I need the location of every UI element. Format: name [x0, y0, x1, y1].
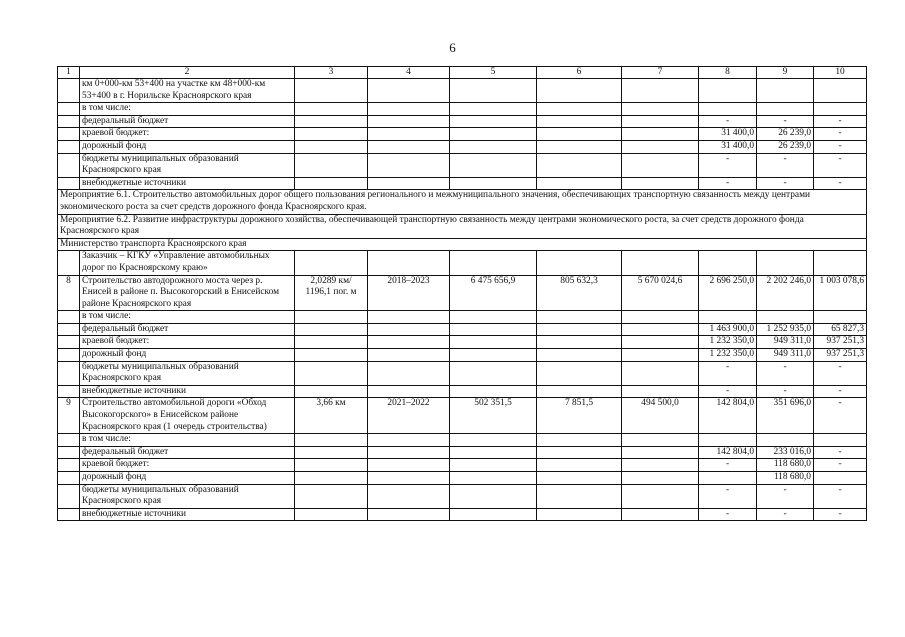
table-cell: -: [814, 361, 867, 385]
table-cell: [368, 177, 450, 190]
table-cell: [699, 79, 757, 103]
table-cell: -: [814, 115, 867, 128]
table-cell: [58, 459, 80, 472]
table-cell: [295, 508, 368, 521]
table-cell: краевой бюджет:: [80, 128, 295, 141]
table-cell: [537, 128, 622, 141]
table-row: [58, 115, 867, 128]
table-cell: 494 500,0: [622, 398, 699, 434]
table-cell: [295, 128, 368, 141]
table-row: [58, 153, 867, 177]
table-cell: -: [814, 177, 867, 190]
section-row: [58, 190, 867, 214]
table-cell: -: [757, 484, 814, 508]
table-cell: -: [699, 115, 757, 128]
table-cell: [450, 385, 537, 398]
table-cell: [622, 153, 699, 177]
table-cell: [368, 336, 450, 349]
table-cell: -: [699, 508, 757, 521]
table-cell: -: [814, 508, 867, 521]
table-cell: [295, 153, 368, 177]
table-cell: [58, 103, 80, 116]
table-cell: [757, 79, 814, 103]
table-cell: [295, 361, 368, 385]
table-cell: [295, 385, 368, 398]
table-cell: -: [757, 361, 814, 385]
table-cell: [622, 79, 699, 103]
table-cell: [622, 349, 699, 362]
table-cell: [537, 361, 622, 385]
header-cell: 7: [622, 67, 699, 79]
table-cell: 5 670 024,6: [622, 275, 699, 311]
table-row: [58, 103, 867, 116]
table-cell: бюджеты муниципальных образований Красноярского края: [80, 361, 295, 385]
header-cell: 6: [537, 67, 622, 79]
table-cell: [450, 103, 537, 116]
header-cell: 10: [814, 67, 867, 79]
table-cell: [450, 115, 537, 128]
table-cell: км 0+000-км 53+400 на участке км 48+000-км 53+400 в г. Норильске Красноярского края: [80, 79, 295, 103]
table-cell: -: [814, 153, 867, 177]
section-text: Министерство транспорта Красноярского края: [58, 238, 867, 251]
table-cell: [537, 459, 622, 472]
table-row: [58, 398, 867, 434]
table-cell: [537, 472, 622, 485]
table-row: [58, 508, 867, 521]
table-cell: [450, 361, 537, 385]
table-cell: [757, 251, 814, 275]
table-cell: [537, 484, 622, 508]
table-cell: [622, 484, 699, 508]
table-cell: 26 239,0: [757, 140, 814, 153]
table-cell: 2 696 250,0: [699, 275, 757, 311]
table-cell: [622, 472, 699, 485]
table-cell: 6 475 656,9: [450, 275, 537, 311]
table-cell: 351 696,0: [757, 398, 814, 434]
table-cell: дорожный фонд: [80, 472, 295, 485]
table-cell: 31 400,0: [699, 140, 757, 153]
table-cell: [537, 434, 622, 447]
table-cell: [622, 434, 699, 447]
table-cell: [757, 311, 814, 324]
table-cell: [368, 472, 450, 485]
table-cell: [368, 385, 450, 398]
table-cell: -: [699, 459, 757, 472]
table-row: [58, 177, 867, 190]
table-cell: -: [814, 140, 867, 153]
table-cell: [537, 103, 622, 116]
table-cell: [58, 385, 80, 398]
table-row: [58, 434, 867, 447]
table-cell: -: [814, 459, 867, 472]
table-cell: [537, 177, 622, 190]
table-cell: [58, 153, 80, 177]
header-cell: 5: [450, 67, 537, 79]
table-cell: 7 851,5: [537, 398, 622, 434]
table-cell: [368, 79, 450, 103]
table-cell: [622, 177, 699, 190]
header-row: [58, 67, 867, 79]
table-row: [58, 484, 867, 508]
table-cell: [537, 349, 622, 362]
table-cell: [58, 251, 80, 275]
table-cell: [450, 153, 537, 177]
table-cell: [622, 311, 699, 324]
table-cell: [622, 140, 699, 153]
table-cell: -: [757, 115, 814, 128]
table-cell: [58, 79, 80, 103]
table-cell: [58, 323, 80, 336]
table-cell: 65 827,3: [814, 323, 867, 336]
table-cell: [58, 361, 80, 385]
table-cell: в том числе:: [80, 103, 295, 116]
table-row: [58, 311, 867, 324]
table-cell: [295, 103, 368, 116]
table-cell: федеральный бюджет: [80, 323, 295, 336]
table-cell: [537, 508, 622, 521]
table-cell: внебюджетные источники: [80, 508, 295, 521]
table-cell: [368, 361, 450, 385]
table-cell: [757, 434, 814, 447]
table-cell: [537, 79, 622, 103]
table-cell: [295, 484, 368, 508]
table-cell: [295, 434, 368, 447]
table-cell: [450, 508, 537, 521]
table-cell: внебюджетные источники: [80, 385, 295, 398]
table-cell: [622, 385, 699, 398]
table-cell: федеральный бюджет: [80, 115, 295, 128]
table-cell: 31 400,0: [699, 128, 757, 141]
table-cell: [814, 79, 867, 103]
page-number: 6: [449, 40, 456, 55]
table-cell: Заказчик – КГКУ «Управление автомобильных дорог по Красноярскому краю»: [80, 251, 295, 275]
table-cell: 2,0289 км/ 1196,1 пог. м: [295, 275, 368, 311]
table-cell: -: [699, 361, 757, 385]
table-cell: 2 202 246,0: [757, 275, 814, 311]
table-cell: [450, 472, 537, 485]
table-row: [58, 251, 867, 275]
table-cell: 142 804,0: [699, 446, 757, 459]
table-cell: 1 003 078,6: [814, 275, 867, 311]
table-cell: [622, 459, 699, 472]
table-cell: краевой бюджет:: [80, 336, 295, 349]
table-cell: [368, 251, 450, 275]
table-cell: [450, 459, 537, 472]
table-cell: Строительство автомобильной дороги «Обход Высокогорского» в Енисейском районе Красноярского края (1 очередь строительства): [80, 398, 295, 434]
table-cell: [295, 349, 368, 362]
table-cell: [622, 128, 699, 141]
table-cell: [58, 349, 80, 362]
table-cell: [368, 434, 450, 447]
table-cell: [450, 446, 537, 459]
table-cell: [368, 140, 450, 153]
section-row: [58, 238, 867, 251]
table-cell: дорожный фонд: [80, 140, 295, 153]
table-row: [58, 79, 867, 103]
table-cell: [537, 140, 622, 153]
table-cell: [537, 251, 622, 275]
table-row: [58, 128, 867, 141]
table-cell: [295, 140, 368, 153]
table-cell: 1 232 350,0: [699, 336, 757, 349]
table-cell: -: [814, 385, 867, 398]
section-row: [58, 214, 867, 238]
table-cell: -: [699, 484, 757, 508]
table-cell: 937 251,3: [814, 349, 867, 362]
table-cell: [699, 472, 757, 485]
table-cell: [368, 103, 450, 116]
table-cell: [58, 115, 80, 128]
table-row: [58, 361, 867, 385]
table-cell: 9: [58, 398, 80, 434]
table-cell: 8: [58, 275, 80, 311]
table-cell: [450, 484, 537, 508]
table-cell: [58, 311, 80, 324]
table-cell: [58, 472, 80, 485]
table-cell: [699, 311, 757, 324]
table-cell: 1 232 350,0: [699, 349, 757, 362]
table-cell: [622, 115, 699, 128]
table-cell: [699, 434, 757, 447]
table-cell: -: [757, 177, 814, 190]
table-cell: 2018–2023: [368, 275, 450, 311]
table-cell: -: [757, 508, 814, 521]
table-cell: [622, 446, 699, 459]
table-cell: [814, 251, 867, 275]
table-cell: [450, 140, 537, 153]
table-cell: -: [699, 177, 757, 190]
table-cell: Строительство автодорожного моста через р. Енисей в районе п. Высокогорский в Енисейском районе Красноярского края: [80, 275, 295, 311]
table-row: [58, 336, 867, 349]
table-cell: [368, 459, 450, 472]
table-cell: [450, 349, 537, 362]
table-cell: [622, 361, 699, 385]
table-cell: [622, 103, 699, 116]
table-cell: [450, 336, 537, 349]
table-cell: [295, 459, 368, 472]
table-cell: [368, 153, 450, 177]
section-text: Мероприятие 6.2. Развитие инфраструктуры дорожного хозяйства, обеспечивающей транспортную связанность между центрами экономического роста, за счет средств дорожного фонда Красноярского края: [58, 214, 867, 238]
table-cell: [814, 311, 867, 324]
table-cell: [58, 336, 80, 349]
table-cell: [537, 385, 622, 398]
table-row: [58, 472, 867, 485]
table-cell: 949 311,0: [757, 336, 814, 349]
table-cell: [814, 103, 867, 116]
table-cell: -: [814, 484, 867, 508]
table-cell: [368, 446, 450, 459]
table-cell: бюджеты муниципальных образований Красноярского края: [80, 153, 295, 177]
table-cell: [295, 115, 368, 128]
table-cell: федеральный бюджет: [80, 446, 295, 459]
table-cell: 1 252 935,0: [757, 323, 814, 336]
table-cell: [368, 323, 450, 336]
table-cell: [537, 323, 622, 336]
table-cell: краевой бюджет:: [80, 459, 295, 472]
table-cell: [450, 311, 537, 324]
table-cell: [368, 349, 450, 362]
table-cell: [622, 508, 699, 521]
table-cell: [368, 128, 450, 141]
table-cell: бюджеты муниципальных образований Красноярского края: [80, 484, 295, 508]
table-cell: [58, 434, 80, 447]
table-cell: [295, 311, 368, 324]
table-cell: [58, 140, 80, 153]
header-cell: 3: [295, 67, 368, 79]
table-cell: 937 251,3: [814, 336, 867, 349]
header-cell: 1: [58, 67, 80, 79]
table-cell: 805 632,3: [537, 275, 622, 311]
table-cell: [450, 323, 537, 336]
table-cell: -: [757, 385, 814, 398]
table-cell: [757, 103, 814, 116]
table-cell: [537, 446, 622, 459]
table-cell: [537, 153, 622, 177]
table-cell: [537, 311, 622, 324]
table-cell: [295, 251, 368, 275]
table-cell: [699, 251, 757, 275]
table-cell: 233 016,0: [757, 446, 814, 459]
table-cell: [295, 336, 368, 349]
table-cell: [537, 115, 622, 128]
table-cell: [368, 311, 450, 324]
table-cell: дорожный фонд: [80, 349, 295, 362]
table-cell: 118 680,0: [757, 472, 814, 485]
table-cell: [450, 251, 537, 275]
table-row: [58, 446, 867, 459]
table-cell: 3,66 км: [295, 398, 368, 434]
section-text: Мероприятие 6.1. Строительство автомобильных дорог общего пользования регионального и межмуниципального значения, обеспечивающих транспортную связанность между центрами экономического роста за счет средств дорожного фонда Красноярского края.: [58, 190, 867, 214]
header-cell: 2: [80, 67, 295, 79]
table-cell: [58, 484, 80, 508]
table-cell: [622, 323, 699, 336]
table-cell: [450, 177, 537, 190]
table-cell: [295, 472, 368, 485]
table-cell: 142 804,0: [699, 398, 757, 434]
table-cell: [58, 508, 80, 521]
table-row: [58, 323, 867, 336]
table-row: [58, 385, 867, 398]
table-cell: [622, 336, 699, 349]
table-cell: 26 239,0: [757, 128, 814, 141]
table-cell: [450, 128, 537, 141]
table-row: [58, 140, 867, 153]
table-cell: 1 463 900,0: [699, 323, 757, 336]
table-cell: [58, 128, 80, 141]
table-cell: -: [814, 446, 867, 459]
table-cell: [368, 115, 450, 128]
table-cell: [295, 79, 368, 103]
header-cell: 8: [699, 67, 757, 79]
table-cell: -: [699, 385, 757, 398]
table-cell: [295, 446, 368, 459]
table-cell: [58, 446, 80, 459]
table-cell: -: [814, 398, 867, 434]
table-cell: [814, 434, 867, 447]
table-cell: в том числе:: [80, 311, 295, 324]
table-cell: в том числе:: [80, 434, 295, 447]
header-cell: 4: [368, 67, 450, 79]
table-cell: -: [699, 153, 757, 177]
table-cell: 502 351,5: [450, 398, 537, 434]
table-cell: [295, 323, 368, 336]
table-row: [58, 459, 867, 472]
table-cell: 2021–2022: [368, 398, 450, 434]
table-cell: [58, 177, 80, 190]
table-cell: 118 680,0: [757, 459, 814, 472]
table-row: [58, 349, 867, 362]
table-cell: [622, 251, 699, 275]
budget-table: [57, 66, 867, 521]
table-cell: [450, 434, 537, 447]
table-cell: [368, 484, 450, 508]
table-cell: [537, 336, 622, 349]
table-cell: -: [757, 153, 814, 177]
table-cell: [814, 472, 867, 485]
table-row: [58, 275, 867, 311]
table-cell: внебюджетные источники: [80, 177, 295, 190]
table-cell: [699, 103, 757, 116]
table-cell: [295, 177, 368, 190]
table-cell: [450, 79, 537, 103]
table-cell: [368, 508, 450, 521]
header-cell: 9: [757, 67, 814, 79]
table-cell: -: [814, 128, 867, 141]
table-cell: 949 311,0: [757, 349, 814, 362]
